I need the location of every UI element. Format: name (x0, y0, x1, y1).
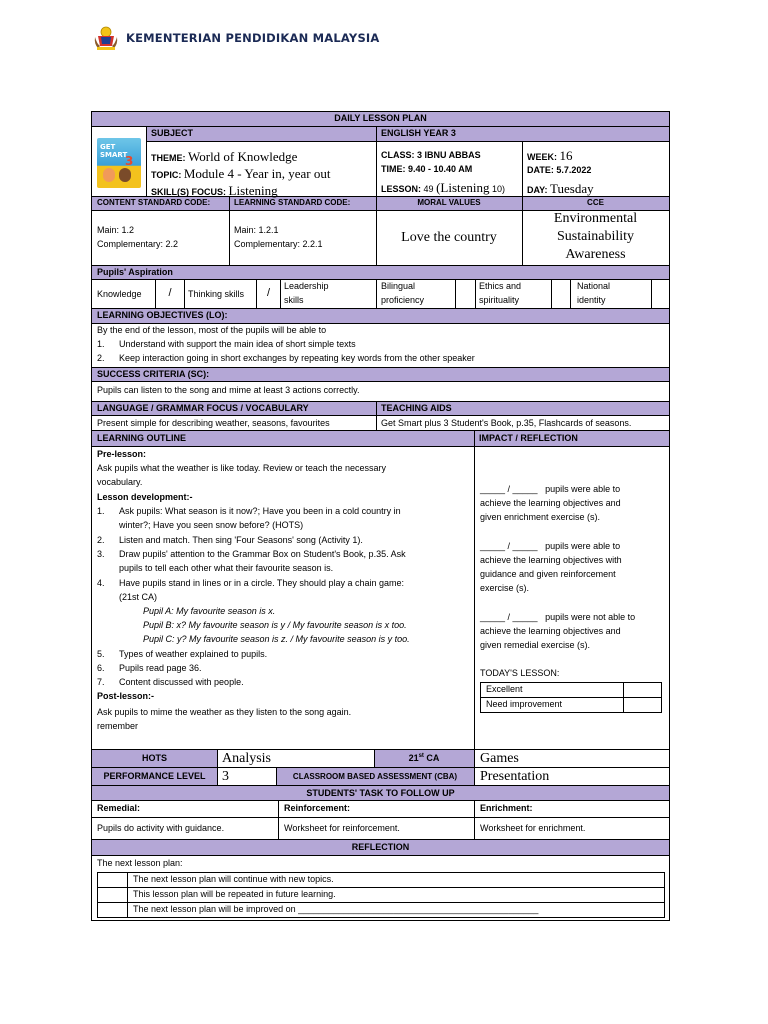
cce-line-2: Sustainability (557, 229, 634, 244)
time-label: TIME: (381, 164, 406, 174)
pupil-line: Pupil B: x? My favourite season is y / My favourite season is x too. (143, 620, 407, 630)
todays-lesson-label: TODAY'S LESSON: (480, 668, 560, 678)
teaching-aids-title: TEACHING AIDS (381, 403, 452, 413)
dev-text: Pupils read page 36. (119, 663, 202, 673)
textbook-cover-image (97, 138, 141, 188)
week-value: 16 (559, 148, 573, 163)
success-title: SUCCESS CRITERIA (SC): (97, 369, 210, 379)
ca-value: Games (480, 751, 519, 766)
objective-2-text: Keep interaction going in short exchanges by repeating key words from the other speaker (119, 353, 475, 363)
reflection-option: This lesson plan will be repeated in future learning. (133, 889, 336, 899)
class-label: CLASS: 3 IBNU ABBAS (381, 150, 481, 160)
dev-num: 4. (97, 578, 105, 588)
reflection-title: REFLECTION (351, 842, 410, 852)
outline-title: LEARNING OUTLINE (97, 433, 186, 443)
book-title: GET SMART (100, 143, 128, 159)
hots-label: HOTS (141, 753, 167, 763)
dev-text: Content discussed with people. (119, 677, 244, 687)
cce-header: CCE (587, 198, 604, 207)
impact-a3: given enrichment exercise (s). (480, 512, 601, 522)
pupil-line: Pupil A: My favourite season is x. (143, 606, 276, 616)
dev-text: Draw pupils' attention to the Grammar Box on Student's Book, p.35. Ask (119, 549, 406, 559)
impact-blank: _____ / _____ (480, 541, 538, 551)
post-lesson-title: Post-lesson:- (97, 691, 155, 701)
skill-value: Listening (228, 183, 278, 198)
objective-1-num: 1. (97, 339, 105, 349)
thinking-tick: / (266, 287, 271, 299)
learning-complementary: Complementary: 2.2.1 (234, 239, 323, 249)
impact-blank: _____ / _____ (480, 484, 538, 494)
impact-c2: achieve the learning objectives and (480, 626, 621, 636)
dev-num: 3. (97, 549, 105, 559)
teaching-aids-text: Get Smart plus 3 Student's Book, p.35, Flashcards of seasons. (381, 418, 632, 428)
success-text: Pupils can listen to the song and mime at least 3 actions correctly. (97, 385, 360, 395)
lesson-label: LESSON: (381, 184, 422, 194)
development-title: Lesson development:- (97, 492, 193, 502)
cba-label: CLASSROOM BASED ASSESSMENT (CBA) (292, 772, 458, 781)
ministry-name: KEMENTERIAN PENDIDIKAN MALAYSIA (126, 31, 380, 45)
dev-text: (21st CA) (119, 592, 158, 602)
dev-num: 7. (97, 677, 105, 687)
objectives-title: LEARNING OBJECTIVES (LO): (97, 310, 228, 320)
performance-value: 3 (222, 769, 229, 784)
cba-value: Presentation (480, 769, 550, 784)
aspiration-bar (92, 265, 669, 279)
content-main: Main: 1.2 (97, 225, 135, 235)
impact-b1: pupils were able to (545, 541, 621, 551)
moral-value: Love the country (401, 230, 497, 245)
aspiration-bilingual-1: Bilingual (381, 281, 416, 291)
impact-blank: _____ / _____ (480, 612, 538, 622)
time-value: 9.40 - 10.40 AM (408, 164, 473, 174)
book-level: 3 (125, 154, 134, 168)
lesson-number: 49 (423, 184, 434, 194)
content-complementary: Complementary: 2.2 (97, 239, 179, 249)
date-value: 5.7.2022 (556, 165, 592, 175)
reflection-option: The next lesson plan will continue with new topics. (133, 874, 334, 884)
day-label: DAY: (527, 185, 548, 195)
plan-title: DAILY LESSON PLAN (334, 113, 427, 123)
ca-suffix: CA (423, 753, 440, 763)
aspiration-knowledge: Knowledge (97, 289, 142, 299)
impact-b2: achieve the learning objectives with (480, 555, 622, 565)
topic-label: TOPIC: (151, 170, 182, 180)
objective-1-text: Understand with support the main idea of short simple texts (119, 339, 356, 349)
dev-text: Ask pupils: What season is it now?; Have you been in a cold country in (119, 506, 401, 516)
week-label: WEEK: (527, 152, 557, 162)
reflection-option: The next lesson plan will be improved on ________________________________________________ (133, 904, 539, 914)
language-text: Present simple for describing weather, seasons, favourites (97, 418, 330, 428)
post-lesson-line-1: Ask pupils to mime the weather as they listen to the song again. (97, 707, 352, 717)
rating-excellent-checkbox[interactable] (624, 683, 661, 697)
knowledge-tick: / (168, 287, 172, 299)
enrichment-label: Enrichment: (480, 803, 533, 813)
rating-excellent: Excellent (486, 684, 523, 694)
impact-c3: given remedial exercise (s). (480, 640, 591, 650)
dev-text: Listen and match. Then sing 'Four Seasons' song (Activity 1). (119, 535, 363, 545)
remedial-text: Pupils do activity with guidance. (97, 823, 225, 833)
dev-text: winter?; Have you seen snow before? (HOTS) (119, 520, 304, 530)
ministry-crest-icon (92, 24, 120, 52)
aspiration-leadership-2: skills (284, 295, 304, 305)
dev-num: 2. (97, 535, 105, 545)
impact-b3: guidance and given reinforcement (480, 569, 616, 579)
aspiration-title: Pupils' Aspiration (97, 267, 173, 277)
rating-need-improvement: Need improvement (486, 699, 563, 709)
lesson-count: 10) (492, 184, 506, 194)
dev-num: 1. (97, 506, 105, 516)
subject-label: SUBJECT (151, 128, 194, 138)
impact-a1: pupils were able to (545, 484, 621, 494)
remedial-label: Remedial: (97, 803, 141, 813)
objective-2-num: 2. (97, 353, 105, 363)
enrichment-text: Worksheet for enrichment. (480, 823, 586, 833)
impact-a2: achieve the learning objectives and (480, 498, 621, 508)
impact-c1: pupils were not able to (545, 612, 636, 622)
aspiration-thinking: Thinking skills (188, 289, 245, 299)
hots-value: Analysis (222, 751, 271, 766)
lesson-value: (Listening (436, 180, 490, 195)
tasks-title: STUDENTS' TASK TO FOLLOW UP (306, 788, 455, 798)
ca-sup: st (418, 753, 424, 759)
aspiration-national-2: identity (577, 295, 606, 305)
performance-label: PERFORMANCE LEVEL (103, 771, 206, 781)
dev-text: pupils to tell each other what their favourite season is. (119, 563, 334, 573)
dev-num: 6. (97, 663, 105, 673)
reflection-option-checkbox[interactable] (98, 903, 127, 917)
aspiration-bilingual-2: proficiency (381, 295, 425, 305)
dev-num: 5. (97, 649, 105, 659)
reflection-option-checkbox[interactable] (98, 888, 127, 902)
ca-label: 21 (408, 753, 419, 763)
cce-line-3: Awareness (565, 247, 626, 262)
subject-value: ENGLISH YEAR 3 (381, 128, 456, 138)
reinforcement-label: Reinforcement: (284, 803, 351, 813)
learning-standard-header: LEARNING STANDARD CODE: (234, 198, 351, 207)
skill-label: SKILL(S) FOCUS: (151, 187, 226, 197)
objectives-intro: By the end of the lesson, most of the pupils will be able to (97, 325, 327, 335)
impact-b4: exercise (s). (480, 583, 530, 593)
pupil-line: Pupil C: y? My favourite season is z. / My favourite season is y too. (143, 634, 410, 644)
post-lesson-line-2: remember (97, 721, 139, 731)
reinforcement-text: Worksheet for reinforcement. (284, 823, 400, 833)
theme-value: World of Knowledge (188, 149, 298, 164)
dev-text: Have pupils stand in lines or in a circle. They should play a chain game: (119, 578, 404, 588)
topic-value: Module 4 - Year in, year out (183, 166, 331, 181)
aspiration-leadership-1: Leadership (284, 281, 329, 291)
theme-label: THEME: (151, 153, 186, 163)
reflection-intro: The next lesson plan: (97, 858, 183, 868)
content-standard-header: CONTENT STANDARD CODE: (97, 198, 211, 207)
pre-lesson-line-1: Ask pupils what the weather is like today. Review or teach the necessary (97, 463, 386, 473)
cce-line-1: Environmental (553, 211, 638, 226)
pre-lesson-line-2: vocabulary. (97, 477, 143, 487)
language-title: LANGUAGE / GRAMMAR FOCUS / VOCABULARY (97, 403, 309, 413)
aspiration-ethics-2: spirituality (479, 295, 520, 305)
dev-text: Types of weather explained to pupils. (119, 649, 268, 659)
rating-improvement-checkbox[interactable] (624, 698, 661, 712)
reflection-option-checkbox[interactable] (98, 873, 127, 887)
aspiration-ethics-1: Ethics and (479, 281, 522, 291)
moral-values-header: MORAL VALUES (417, 198, 481, 207)
day-value: Tuesday (550, 181, 594, 196)
date-label: DATE: (527, 165, 554, 175)
impact-title: IMPACT / REFLECTION (479, 433, 578, 443)
learning-main: Main: 1.2.1 (234, 225, 279, 235)
pre-lesson-title: Pre-lesson: (97, 449, 147, 459)
aspiration-national-1: National (577, 281, 611, 291)
